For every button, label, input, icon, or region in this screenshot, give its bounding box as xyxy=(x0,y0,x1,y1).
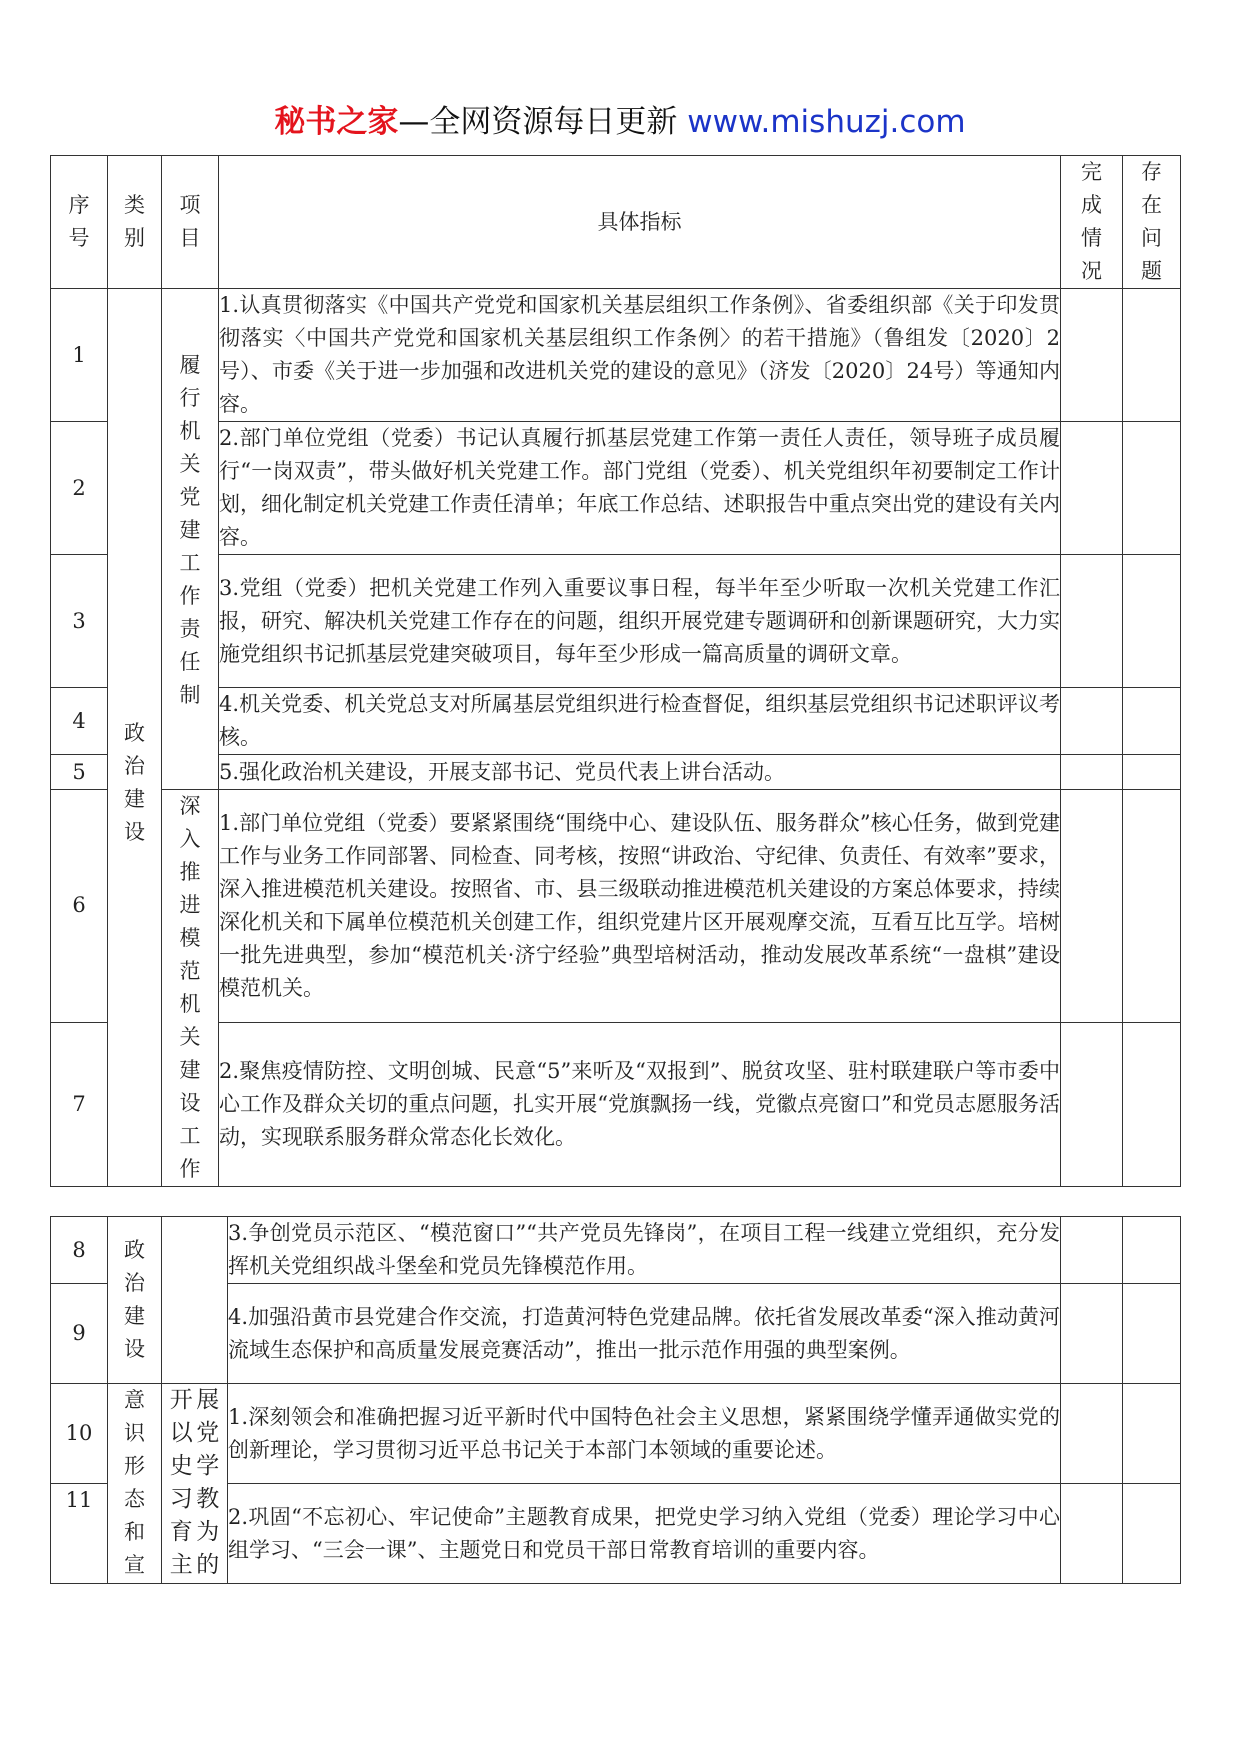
row-seq: 5 xyxy=(51,755,108,790)
category-cell-politics: 政 治 建 设 xyxy=(108,289,162,1187)
indicator-table-part-1 xyxy=(50,155,1181,1187)
row-seq: 2 xyxy=(51,422,108,555)
row-indicator: 3.党组（党委）把机关党建工作列入重要议事日程，每半年至少听取一次机关党建工作汇报，研究、解决机关党建工作存在的问题，组织开展党建专题调研和创新课题研究，大力实施党组织书记抓基层党建突破项目，每年至少形成一篇高质量的调研文章。 xyxy=(219,555,1061,688)
project-cell-duty: 履 行 机 关 党 建 工 作 责 任 制 xyxy=(162,289,219,790)
row-seq: 4 xyxy=(51,688,108,755)
header-project: 项 目 xyxy=(162,156,219,289)
row-indicator: 4.机关党委、机关党总支对所属基层党组织进行检查督促，组织基层党组织书记述职评议考核。 xyxy=(219,688,1061,755)
row-indicator: 2.部门单位党组（党委）书记认真履行抓基层党建工作第一责任人责任，领导班子成员履行“一岗双责”，带头做好机关党建工作。部门党组（党委）、机关党组织年初要制定工作计划，细化制定机关党建工作责任清单；年底工作总结、述职报告中重点突出党的建设有关内容。 xyxy=(219,422,1061,555)
header-completion: 完 成 情 况 xyxy=(1061,156,1123,289)
row-indicator: 3.争创党员示范区、“模范窗口”“共产党员先锋岗”，在项目工程一线建立党组织，充分发挥机关党组织战斗堡垒和党员先锋模范作用。 xyxy=(228,1217,1061,1284)
table-row xyxy=(51,289,1181,422)
completion-cell[interactable] xyxy=(1061,790,1123,1023)
completion-cell[interactable] xyxy=(1061,688,1123,755)
row-seq: 3 xyxy=(51,555,108,688)
project-cell-history xyxy=(162,1384,228,1584)
issues-cell[interactable] xyxy=(1123,1484,1181,1584)
table-header-row xyxy=(51,156,1181,289)
row-indicator: 1.部门单位党组（党委）要紧紧围绕“围绕中心、建设队伍、服务群众”核心任务，做到党建工作与业务工作同部署、同检查、同考核，按照“讲政治、守纪律、负责任、有效率”要求，深入推进模范机关建设。按照省、市、县三级联动推进模范机关建设的方案总体要求，持续深化机关和下属单位模范机关创建工作，组织党建片区开展观摩交流，互看互比互学。培树一批先进典型，参加“模范机关·济宁经验”典型培树活动，推动发展改革系统“一盘棋”建设模范机关。 xyxy=(219,790,1061,1023)
completion-cell[interactable] xyxy=(1061,755,1123,790)
row-seq: 9 xyxy=(51,1284,108,1384)
completion-cell[interactable] xyxy=(1061,422,1123,555)
completion-cell[interactable] xyxy=(1061,1484,1123,1584)
header-indicator: 具体指标 xyxy=(219,156,1061,289)
header-category: 类 别 xyxy=(108,156,162,289)
issues-cell[interactable] xyxy=(1123,422,1181,555)
row-indicator: 2.巩固“不忘初心、牢记使命”主题教育成果，把党史学习纳入党组（党委）理论学习中心组学习、“三会一课”、主题党日和党员干部日常教育培训的重要内容。 xyxy=(228,1484,1061,1584)
completion-cell[interactable] xyxy=(1061,1284,1123,1384)
table-row xyxy=(51,1217,1181,1284)
category-cell-ideology: 意 识 形 态 和 宣 xyxy=(108,1384,162,1584)
row-seq: 6 xyxy=(51,790,108,1023)
table-row xyxy=(51,1022,1181,1186)
indicator-table-part-2 xyxy=(50,1216,1181,1584)
completion-cell[interactable] xyxy=(1061,1022,1123,1186)
issues-cell[interactable] xyxy=(1123,1284,1181,1384)
row-indicator: 5.强化政治机关建设，开展支部书记、党员代表上讲台活动。 xyxy=(219,755,1061,790)
issues-cell[interactable] xyxy=(1123,790,1181,1023)
issues-cell[interactable] xyxy=(1123,688,1181,755)
row-seq: 8 xyxy=(51,1217,108,1284)
category-cell-politics-cont: 政 治 建 设 xyxy=(108,1217,162,1384)
issues-cell[interactable] xyxy=(1123,555,1181,688)
table-row xyxy=(51,555,1181,688)
banner-brand: 秘书之家 xyxy=(274,104,399,140)
banner-site-link[interactable]: www.mishuzj.com xyxy=(687,104,966,140)
row-indicator: 1.认真贯彻落实《中国共产党党和国家机关基层组织工作条例》、省委组织部《关于印发贯彻落实〈中国共产党党和国家机关基层组织工作条例〉的若干措施》（鲁组发〔2020〕2号）、市委《关于进一步加强和改进机关党的建设的意见》（济发〔2020〕24号）等通知内容。 xyxy=(219,289,1061,422)
banner-tagline: —全网资源每日更新 xyxy=(398,104,688,140)
issues-cell[interactable] xyxy=(1123,289,1181,422)
table-row xyxy=(51,688,1181,755)
project-cell-model: 深 入 推 进 模 范 机 关 建 设 工 作 xyxy=(162,790,219,1187)
table-row xyxy=(51,1384,1181,1484)
issues-cell[interactable] xyxy=(1123,1022,1181,1186)
row-seq: 10 xyxy=(51,1384,108,1484)
header-issues: 存 在 问 题 xyxy=(1123,156,1181,289)
page-banner xyxy=(0,100,1240,144)
table-row xyxy=(51,755,1181,790)
table-row xyxy=(51,790,1181,1023)
completion-cell[interactable] xyxy=(1061,289,1123,422)
row-indicator: 2.聚焦疫情防控、文明创城、民意“5”来听及“双报到”、脱贫攻坚、驻村联建联户等市委中心工作及群众关切的重点问题，扎实开展“党旗飘扬一线，党徽点亮窗口”和党员志愿服务活动，实现联系服务群众常态化长效化。 xyxy=(219,1022,1061,1186)
row-seq: 7 xyxy=(51,1022,108,1186)
project-history-text: 开 展 以 党 史 学 习 教 育 为 主 的 xyxy=(169,1387,220,1578)
completion-cell[interactable] xyxy=(1061,555,1123,688)
row-indicator: 4.加强沿黄市县党建合作交流，打造黄河特色党建品牌。依托省发展改革委“深入推动黄河流域生态保护和高质量发展竞赛活动”，推出一批示范作用强的典型案例。 xyxy=(228,1284,1061,1384)
issues-cell[interactable] xyxy=(1123,1217,1181,1284)
issues-cell[interactable] xyxy=(1123,1384,1181,1484)
row-seq: 1 xyxy=(51,289,108,422)
row-seq: 11 xyxy=(51,1484,108,1584)
row-indicator: 1.深刻领会和准确把握习近平新时代中国特色社会主义思想，紧紧围绕学懂弄通做实党的创新理论，学习贯彻习近平总书记关于本部门本领域的重要论述。 xyxy=(228,1384,1061,1484)
completion-cell[interactable] xyxy=(1061,1384,1123,1484)
header-seq: 序 号 xyxy=(51,156,108,289)
project-cell-empty xyxy=(162,1217,228,1384)
table-row xyxy=(51,422,1181,555)
issues-cell[interactable] xyxy=(1123,755,1181,790)
completion-cell[interactable] xyxy=(1061,1217,1123,1284)
